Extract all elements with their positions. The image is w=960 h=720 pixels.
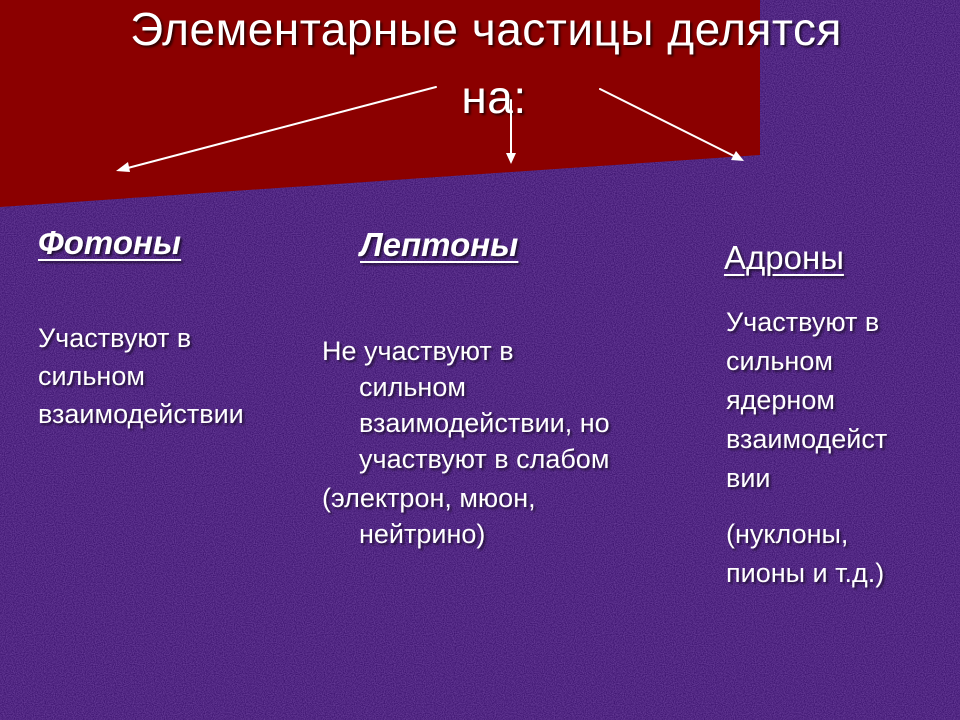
leptons-description-line: сильном [359,372,466,402]
hadrons-examples-line: (нуклоны, [726,519,849,549]
hadrons-description-line: Участвуют в [726,307,880,337]
leptons-description-line: участвуют в слабом [359,444,610,474]
photons-description-line: Участвуют в [38,323,192,353]
photons-description-line: взаимодействии [38,399,244,429]
hadrons-description-line: ядерном [726,385,835,415]
slide-title-line-1: Элементарные частицы делятся [130,3,842,55]
photons-description-line: сильном [38,361,145,391]
leptons-heading: Лептоны [360,226,519,263]
leptons-examples-line: нейтрино) [359,519,486,549]
photons-description [38,319,244,433]
hadrons-examples-line: пионы и т.д.) [726,558,885,588]
hadrons-examples [726,515,884,593]
arrow-to-photons [124,87,436,169]
hadrons-description-line: вии [726,463,771,493]
leptons-examples-line: (электрон, мюон, [322,483,536,513]
hadrons-description-line: взаимодейст [726,424,888,454]
slide-title-line-2: на: [461,71,527,123]
arrow-to-photons-head [116,162,130,172]
leptons-description [322,333,610,477]
arrow-to-hadrons [600,89,738,158]
leptons-examples [322,480,536,552]
photons-heading: Фотоны [38,224,182,261]
hadrons-description-line: сильном [726,346,833,376]
leptons-description-line: взаимодействии, но [359,408,610,438]
leptons-description-line: Не участвуют в [322,336,514,366]
arrow-to-leptons-head [506,153,516,164]
hadrons-heading: Адроны [724,239,844,276]
hadrons-description [726,303,887,498]
